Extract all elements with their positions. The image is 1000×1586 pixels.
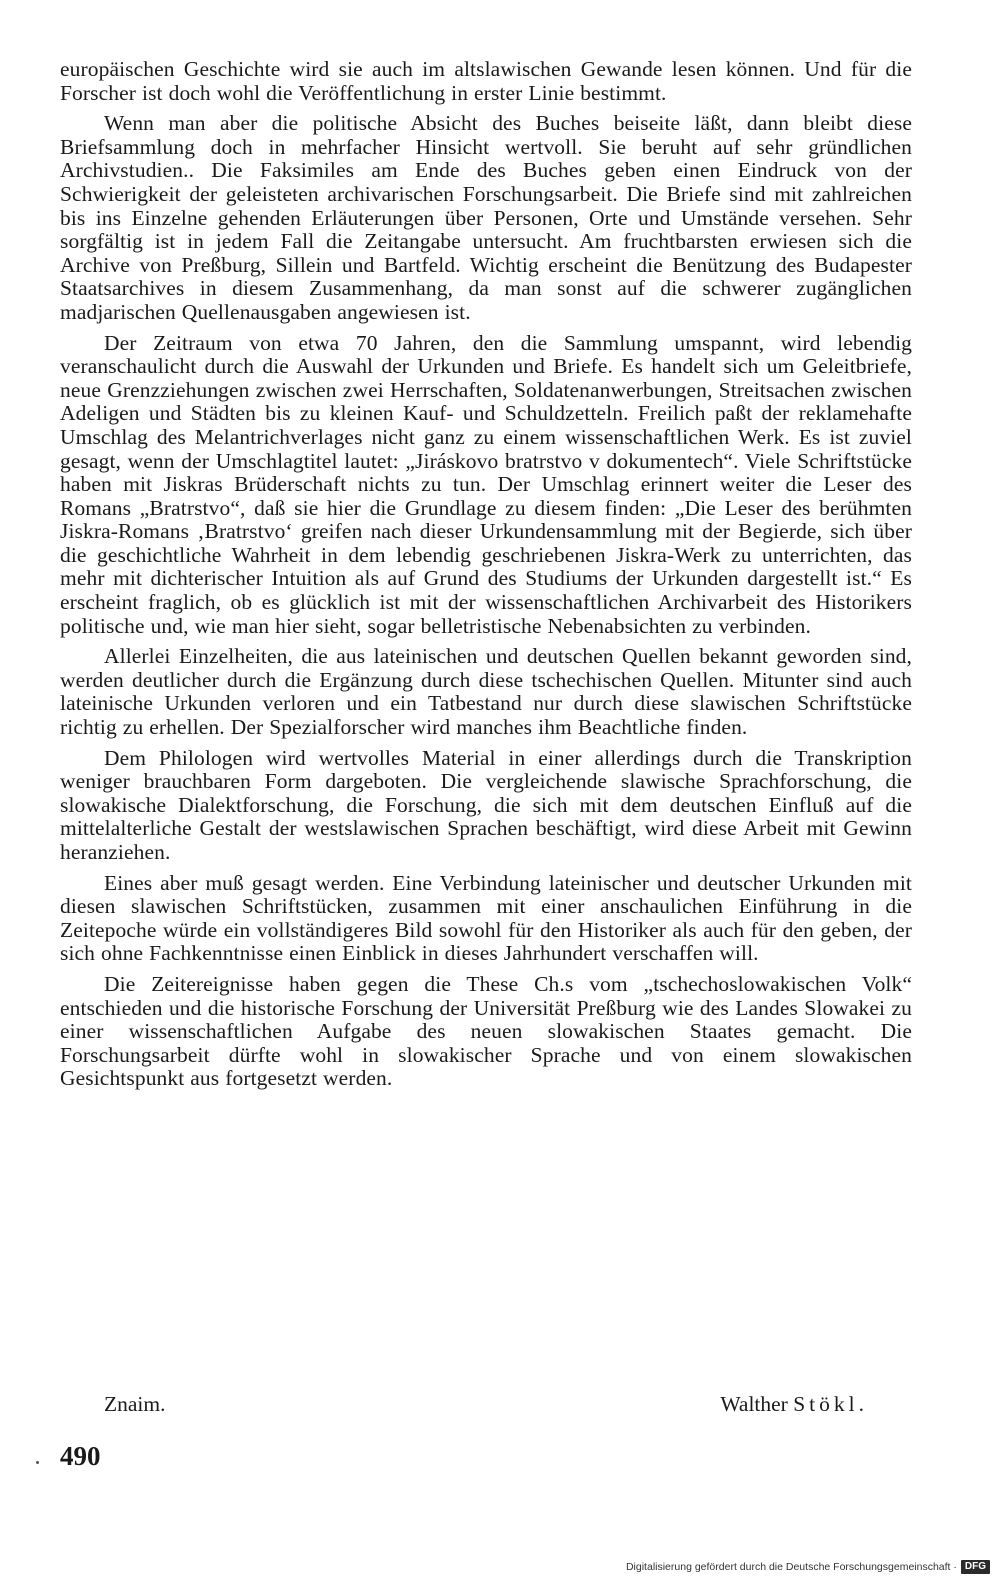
margin-dot xyxy=(36,1461,39,1464)
paragraph-2: Wenn man aber die politische Absicht des Buches beiseite läßt, dann bleibt diese Briefsammlung doch in mehrfacher Hinsicht wertvoll. Sie beruht auf sehr gründlichen Archivstudien.. Die Faksimiles am Ende des Buches geben einen Eindruck von der Schwierigkeit der geleisteten archivarischen Forschungsarbeit. Die Briefe sind mit zahlreichen bis ins Einzelne gehenden Erläuterungen über Personen, Orte und Umstände versehen. Sehr sorgfältig ist in jedem Fall die Zeitangabe untersucht. Am fruchtbarsten erwiesen sich die Archive von Preßburg, Sillein und Bartfeld. Wichtig erscheint die Benützung des Budapester Staatsarchives in diesem Zusammenhang, da man sonst auf die schwerer zugänglichen madjarischen Quellenausgaben angewiesen ist. xyxy=(60,111,912,324)
paragraph-4: Allerlei Einzelheiten, die aus lateinischen und deutschen Quellen bekannt geworden sind, werden deutlicher durch die Ergänzung durch diese tschechischen Quellen. Mitunter sind auch lateinische Urkunden verloren und ein Tatbestand nur durch diese slawischen Schriftstücke richtig zu erhellen. Der Spezialforscher wird manches ihm Beachtliche finden. xyxy=(60,644,912,740)
article-body xyxy=(60,58,912,1098)
author-first-name: Walther xyxy=(720,1392,788,1416)
signature-author xyxy=(720,1392,868,1416)
digitization-credit xyxy=(626,1560,990,1574)
page-number: 490 xyxy=(60,1441,101,1471)
signature-place: Znaim. xyxy=(104,1392,166,1416)
author-last-name: Stökl. xyxy=(793,1392,868,1416)
paragraph-6: Eines aber muß gesagt werden. Eine Verbindung lateinischer und deutscher Urkunden mit diesen slawischen Schriftstücken, zusammen mit einer anschaulichen Einführung in die Zeitepoche würde ein vollständigeres Bild sowohl für den Historiker als auch für den geben, der sich ohne Fachkenntnisse einen Einblick in dieses Jahrhundert verschaffen will. xyxy=(60,870,912,966)
paragraph-1: europäischen Geschichte wird sie auch im altslawischen Gewande lesen können. Und für die Forscher ist doch wohl die Veröffentlichung in erster Linie bestimmt. xyxy=(60,57,912,105)
paragraph-5: Dem Philologen wird wertvolles Material in einer allerdings durch die Transkription weniger brauchbaren Form dargeboten. Die vergleichende slawische Sprachforschung, die slowakische Dialektforschung, die Forschung, die sich mit dem deutschen Einfluß auf die mittelalterliche Gestalt der westslawischen Sprachen beschäftigt, wird diese Arbeit mit Gewinn heranziehen. xyxy=(60,745,912,864)
credit-text: Digitalisierung gefördert durch die Deutsche Forschungsgemeinschaft · xyxy=(625,1561,957,1573)
paragraph-3: Der Zeitraum von etwa 70 Jahren, den die Sammlung umspannt, wird lebendig veranschaulicht durch die Auswahl der Urkunden und Briefe. Es handelt sich um Geleitbriefe, neue Grenzziehungen zwischen zwei Herrschaften, Soldatenanwerbungen, Streitsachen zwischen Adeligen und Städten bis zu kleinen Kauf- und Schuldzetteln. Freilich paßt der reklamehafte Umschlag des Melantrichverlages nicht ganz zu einem wissenschaftlichen Werk. Es ist zuviel gesagt, wenn der Umschlagtitel lautet: „Jiráskovo bratrstvo v dokumentech“. Viele Schriftstücke haben mit Jiskras Brüderschaft nichts zu tun. Der Umschlag erinnert weiter die Leser des Romans „Bratrstvo“, daß sie hier die Grundlage zu diesem finden: „Die Leser des berühmten Jiskra-Romans ‚Bratrstvo‘ greifen nach dieser Urkundensammlung mit der Begierde, sich über die geschichtliche Wahrheit in dem lebendig geschriebenen Jiskra-Werk zu unterrichten, das mehr mit dichterischer Intuition als auf Grund des Studiums der Urkunden dargestellt ist.“ Es erscheint fraglich, ob es glücklich ist mit der wissenschaftlichen Archivarbeit des Historikers politische und, wie man hier sieht, sogar belletristische Nebenabsichten zu verbinden. xyxy=(60,330,912,638)
paragraph-7: Die Zeitereignisse haben gegen die These Ch.s vom „tschechoslowakischen Volk“ entschieden und die historische Forschung der Universität Preßburg wie des Landes Slowakei zu einer wissenschaftlichen Aufgabe des neuen slowakischen Staates gemacht. Die Forschungsarbeit dürfte wohl in slowakischer Sprache und von einem slowakischen Gesichtspunkt aus fortgesetzt werden. xyxy=(60,971,912,1091)
dfg-logo: DFG xyxy=(961,1560,990,1574)
signature-line xyxy=(104,1392,868,1416)
